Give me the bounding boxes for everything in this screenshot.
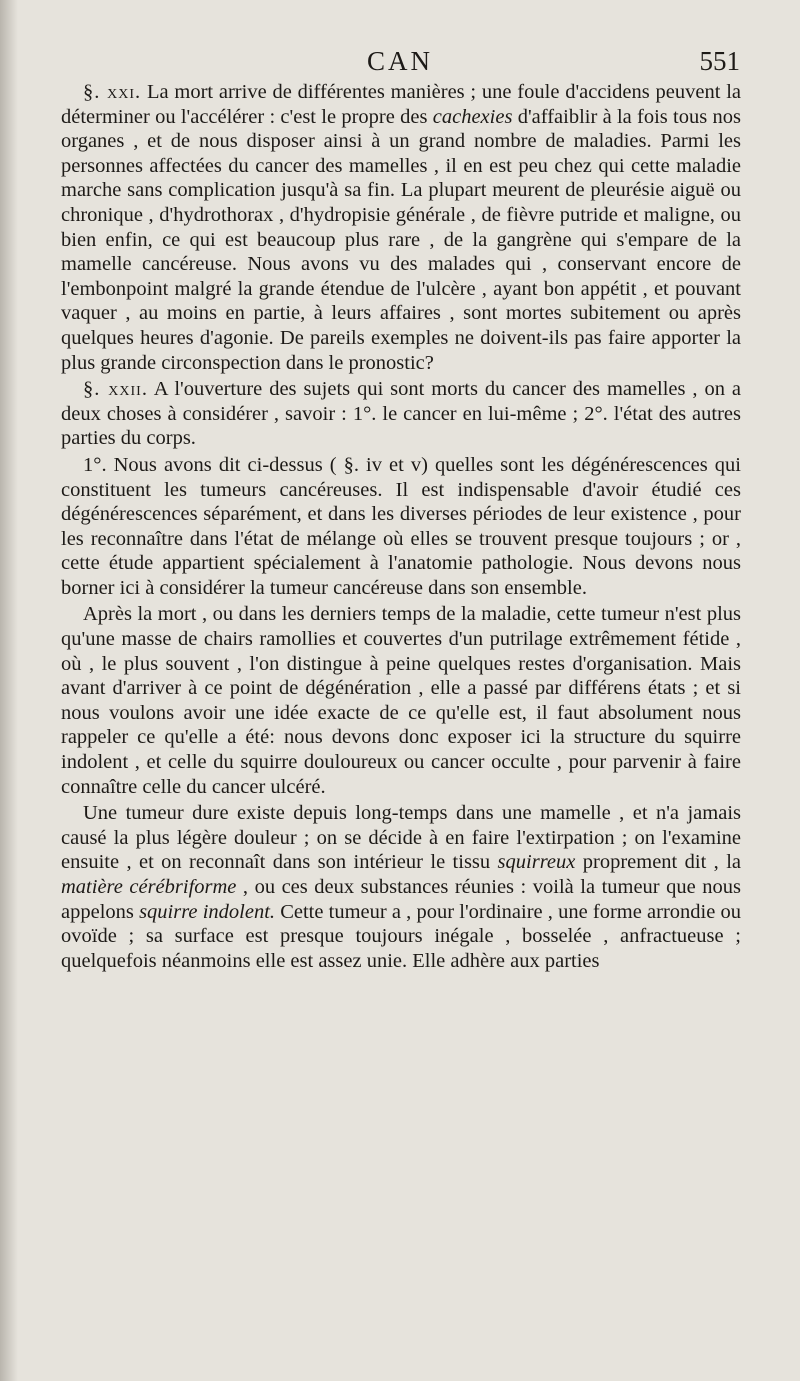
italic-text: squirreux <box>497 851 576 874</box>
text-segment: La mort arrive de différentes manières ; une foule d'accidens peuvent la déterminer ou l'accélérer : c'est le propre des <box>61 81 741 128</box>
page-header <box>60 42 740 82</box>
text-segment: Une tumeur dure existe depuis long-temps dans une mamelle , et n'a jamais causé la plus légère douleur ; on se décide à en faire l'extirpation ; on l'examine ensuite , et on reconnaît dans son intérieur le tissu <box>61 802 741 874</box>
page-number: 551 <box>699 46 740 76</box>
text-segment: Après la mort , ou dans les derniers temps de la maladie, cette tumeur n'est plus qu'une masse de chairs ramollies et couvertes d'un putrilage extrêmement fétide , où , le plus souvent , l'on distingue à peine quelques restes d'organisation. Mais avant d'arriver à ce point de dégénération , elle a passé par différens états ; et si nous voulons avoir une idée exacte de ce qu'elle est, il faut absolument nous rappeler ce qu'elle a été: nous devons donc exposer ici la structure du squirre indolent , et celle du squirre douloureux ou cancer occulte , pour parvenir à faire connaître celle du cancer ulcéré. <box>61 603 741 798</box>
paragraph <box>61 377 741 451</box>
paragraph <box>61 602 741 799</box>
text-segment: d'affaiblir à la fois tous nos organes , et de nous disposer ainsi à un grand nombre de maladies. Parmi les personnes affectées du cancer des mamelles , il en est peu chez qui cette maladie marche sans complication jusqu'à sa fin. La plupart meurent de pleurésie aiguë ou chronique , d'hydrothorax , d'hydropisie générale , de fièvre putride et maligne, ou bien enfin, ce qui est beaucoup plus rare , de la gangrène qui s'empare de la mamelle cancéreuse. Nous avons vu des malades qui , conservant encore de l'embonpoint malgré la grande étendue de l'ulcère , ayant bon appétit , et pouvant vaquer , au moins en partie, à leurs affaires , sont mortes subitement ou après quelques heures d'agonie. De pareils exemples ne doivent-ils pas faire apporter la plus grande circonspection dans le pronostic? <box>61 105 741 374</box>
paragraph <box>61 453 741 601</box>
text-segment: 1°. Nous avons dit ci-dessus ( §. iv et v) quelles sont les dégénérescences qui constituent les tumeurs cancéreuses. Il est indispensable d'avoir étudié ces dégénérescences séparément, et dans les diverses périodes de leur existence , pour les reconnaître dans l'état de mélange où elles se trouvent presque toujours ; or , cette étude appartient spécialement à l'anatomie pathologie. Nous devons nous borner ici à considérer la tumeur cancéreuse dans son ensemble. <box>61 453 741 599</box>
text-segment: proprement dit , la <box>575 851 741 874</box>
text-segment: Cette tumeur a , pour l'ordinaire , une forme arrondie ou ovoïde ; sa surface est presque toujours inégale , bosselée , anfractueuse ; quelquefois néanmoins elle est assez unie. Elle adhère aux parties <box>61 900 742 972</box>
section-number: §. xxi. <box>83 81 142 103</box>
text-segment: , ou ces deux substances réunies : voilà la tumeur que nous appelons <box>61 876 741 923</box>
body-text <box>61 80 741 973</box>
running-head: CAN <box>366 46 433 76</box>
italic-text: cachexies <box>432 105 513 128</box>
paragraph <box>61 80 741 375</box>
italic-text: matière cérébriforme <box>61 876 237 898</box>
section-number: §. xxii. <box>83 378 148 401</box>
italic-text: squirre indolent. <box>139 900 276 923</box>
paragraph <box>61 801 741 973</box>
text-segment: A l'ouverture des sujets qui sont morts du cancer des mamelles , on a deux choses à considérer , savoir : 1°. le cancer en lui-même ; 2°. l'état des autres parties du corps. <box>61 378 741 450</box>
